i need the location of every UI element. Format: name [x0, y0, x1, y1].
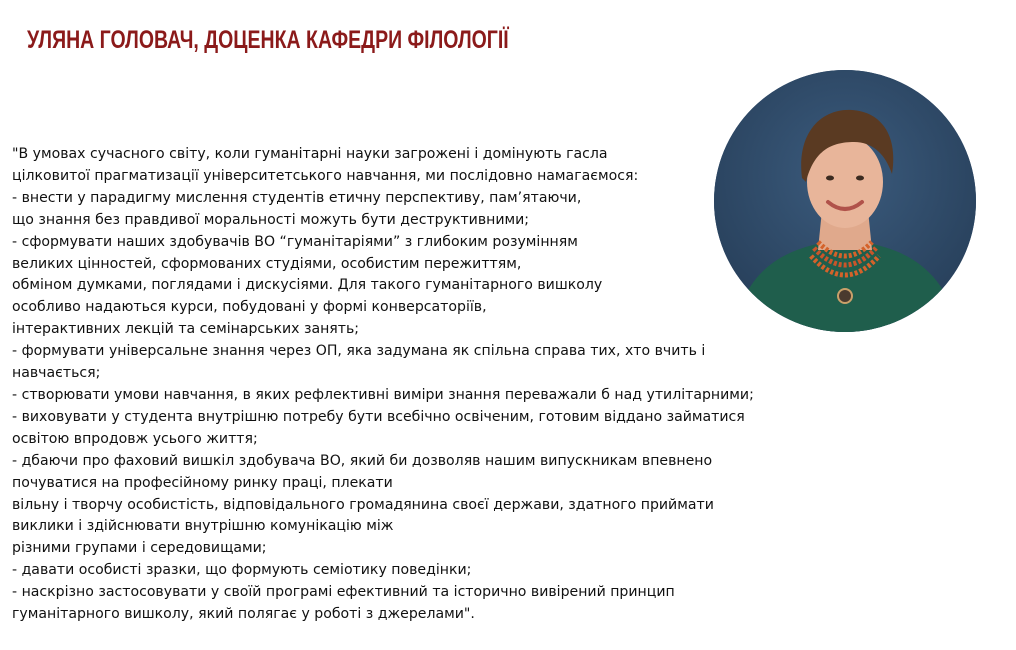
quote-line: - сформувати наших здобувачів ВО “гуманітаріями” з глибоким розумінням	[12, 233, 578, 250]
quote-line: гуманітарного вишколу, який полягає у роботі з джерелами".	[12, 606, 475, 623]
quote-line: великих цінностей, сформованих студіями, особистим пережиттям,	[12, 255, 522, 272]
portrait-illustration	[714, 70, 976, 332]
quote-line: - наскрізно застосовувати у своїй програмі ефективний та історично вивірений принцип	[12, 584, 675, 601]
pendant	[838, 289, 852, 303]
quote-line: навчається;	[12, 365, 101, 382]
quote-line: інтерактивних лекцій та семінарських занять;	[12, 321, 360, 338]
quote-line: - виховувати у студента внутрішню потребу бути всебічно освіченим, готовим віддано займатися	[12, 408, 745, 425]
quote-line: "В умовах сучасного світу, коли гуманітарні науки загрожені і домінують гасла	[12, 146, 608, 162]
left-eye	[826, 176, 834, 181]
page-title: УЛЯНА ГОЛОВАЧ, ДОЦЕНКА КАФЕДРИ ФІЛОЛОГІЇ	[27, 26, 509, 54]
quote-line: - створювати умови навчання, в яких рефлективні виміри знання переважали б над утилітарними;	[12, 386, 754, 403]
quote-line: почуватися на професійному ринку праці, плекати	[12, 474, 393, 491]
quote-line: цілковитої прагматизації університетського навчання, ми послідовно намагаємося:	[12, 167, 639, 184]
portrait-photo	[714, 70, 976, 332]
right-eye	[856, 176, 864, 181]
quote-line: вільну і творчу особистість, відповідального громадянина своєї держави, здатного приймати	[12, 496, 714, 513]
quote-line: обміном думками, поглядами і дискусіями. Для такого гуманітарного вишколу	[12, 277, 603, 294]
quote-line: різними групами і середовищами;	[12, 540, 267, 557]
quote-line: що знання без правдивої моральності можуть бути деструктивними;	[12, 211, 530, 228]
quote-line: особливо надаються курси, побудовані у формі конверсаторіїв,	[12, 299, 487, 316]
quote-line: - давати особисті зразки, що формують семіотику поведінки;	[12, 562, 472, 579]
quote-line: освітою впродовж усього життя;	[12, 430, 258, 447]
quote-line: - дбаючи про фаховий вишкіл здобувача ВО, який би дозволяв нашим випускникам впевнено	[12, 452, 713, 469]
quote-line: - внести у парадигму мислення студентів етичну перспективу, пам’ятаючи,	[12, 189, 582, 206]
quote-line: - формувати універсальне знання через ОП, яка задумана як спільна справа тих, хто вчить і	[12, 343, 706, 360]
quote-line: виклики і здійснювати внутрішню комунікацію між	[12, 518, 394, 535]
quote-text	[12, 144, 812, 626]
